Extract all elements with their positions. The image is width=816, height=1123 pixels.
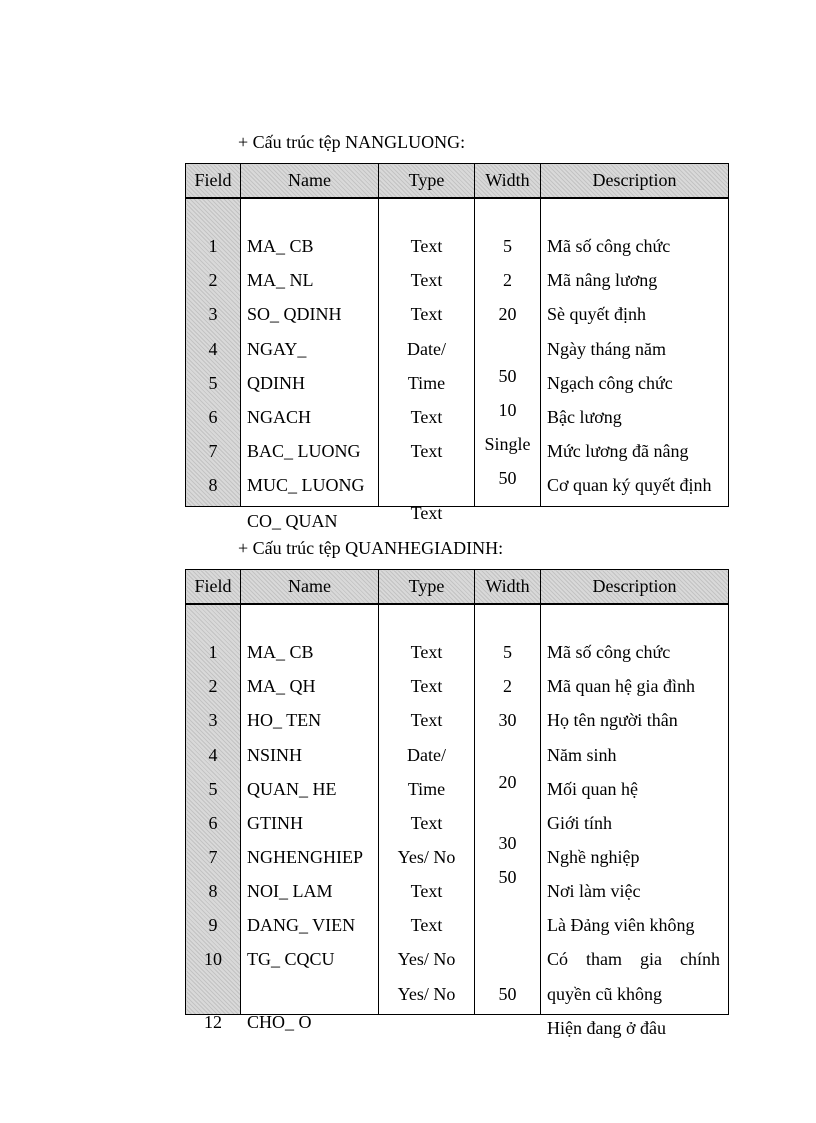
field-description: Mã số công chức (547, 642, 671, 662)
field-name: CHO_ O (247, 1012, 312, 1032)
field-description: Nơi làm việc (547, 881, 641, 901)
header-width: Width (475, 570, 541, 605)
field-description: Mối quan hệ (547, 779, 638, 799)
type-column (379, 604, 475, 1015)
field-number: 3 (208, 710, 218, 730)
field-number: 1 (208, 236, 218, 256)
field-number: 7 (208, 441, 218, 461)
field-description: Mã quan hệ gia đình (547, 676, 695, 696)
field-name: CO_ QUAN (247, 511, 338, 531)
header-field: Field (186, 570, 241, 605)
name-column (241, 604, 379, 1032)
field-type: Date/ (407, 339, 446, 359)
field-description: Ngạch công chức (547, 373, 673, 393)
field-width: 5 (503, 642, 512, 662)
field-type: Text (410, 236, 443, 256)
field-name: MA_ CB (247, 236, 314, 256)
field-type: Text (410, 813, 443, 833)
header-width: Width (475, 164, 541, 199)
field-description: Mã nâng lương (547, 270, 658, 290)
field-type: Text (410, 710, 443, 730)
field-description: Mức lương đã nâng (547, 441, 689, 461)
header-type: Type (379, 164, 475, 199)
field-width: 20 (498, 304, 517, 324)
table-header-row (186, 570, 729, 605)
field-name: NOI_ LAM (247, 881, 333, 901)
header-description: Description (541, 570, 729, 605)
field-description: Giới tính (547, 813, 613, 833)
field-number: 6 (208, 813, 218, 833)
field-number: 5 (208, 779, 218, 799)
field-type: Date/ (407, 745, 446, 765)
description-column (541, 604, 729, 1038)
field-description: Bậc lương (547, 407, 622, 427)
field-number: 3 (208, 304, 218, 324)
field-type: Text (410, 304, 443, 324)
field-type: Text (410, 407, 443, 427)
header-name: Name (241, 570, 379, 605)
field-width: 2 (503, 676, 512, 696)
field-number: 5 (208, 373, 218, 393)
field-name: DANG_ VIEN (247, 915, 356, 935)
field-number: 1 (208, 642, 218, 662)
field-description: Là Đảng viên không (547, 915, 695, 935)
field-type: Text (410, 881, 443, 901)
field-type: Yes/ No (397, 984, 456, 1004)
field-description: quyền cũ không (547, 984, 662, 1004)
field-width: 30 (498, 710, 517, 730)
quanhegiadinh-table (185, 569, 729, 1038)
field-name: QDINH (247, 373, 305, 393)
field-description: Năm sinh (547, 745, 617, 765)
field-number: 8 (208, 475, 218, 495)
field-number: 9 (208, 915, 218, 935)
header-name: Name (241, 164, 379, 199)
header-field: Field (186, 164, 241, 199)
field-name: GTINH (247, 813, 303, 833)
header-type: Type (379, 570, 475, 605)
width-column (475, 198, 541, 507)
field-number: 2 (208, 270, 218, 290)
field-name: NSINH (247, 745, 303, 765)
field-type: Text (410, 676, 443, 696)
field-number: 8 (208, 881, 218, 901)
field-type: Time (407, 779, 446, 799)
field-description: Mã số công chức (547, 236, 671, 256)
field-name: MA_ CB (247, 642, 314, 662)
field-type: Text (410, 642, 443, 662)
field-description: Sè quyết định (547, 304, 646, 324)
field-column (186, 604, 241, 1032)
field-number: 4 (208, 339, 218, 359)
description-column (541, 198, 729, 507)
field-description: Cơ quan ký quyết định (547, 475, 712, 495)
field-number: 12 (204, 1012, 222, 1032)
field-number: 10 (204, 949, 222, 969)
field-description: Nghề nghiệp (547, 847, 640, 867)
header-description: Description (541, 164, 729, 199)
field-type: Text (410, 915, 443, 935)
field-name: NGACH (247, 407, 312, 427)
table-body-row (186, 198, 729, 507)
field-name: SO_ QDINH (247, 304, 342, 324)
field-width: 20 (498, 772, 517, 792)
field-number: 7 (208, 847, 218, 867)
width-column (475, 604, 541, 1015)
nangluong-section-title: + Cấu trúc tệp NANGLUONG: (238, 132, 466, 152)
table-body-row (186, 604, 729, 1015)
field-type: Text (410, 441, 443, 461)
field-column (186, 198, 241, 507)
field-width: Single (484, 434, 531, 454)
field-description: Có tham gia chính (547, 949, 720, 969)
field-name: MUC_ LUONG (247, 475, 365, 495)
field-name: QUAN_ HE (247, 779, 337, 799)
type-column (379, 198, 475, 523)
field-width: 50 (498, 867, 517, 887)
field-name: NGAY_ (247, 339, 307, 359)
field-number: 4 (208, 745, 218, 765)
field-number: 6 (208, 407, 218, 427)
field-number: 2 (208, 676, 218, 696)
field-type: Time (407, 373, 446, 393)
field-description: Họ tên người thân (547, 710, 678, 730)
field-type: Yes/ No (397, 847, 456, 867)
nangluong-table (185, 163, 729, 531)
field-width: 50 (498, 468, 517, 488)
table-header-row (186, 164, 729, 199)
field-width: 50 (498, 366, 517, 386)
field-description: Hiện đang ở đâu (547, 1018, 666, 1038)
field-name: MA_ NL (247, 270, 314, 290)
field-width: 5 (503, 236, 512, 256)
field-type: Text (410, 270, 443, 290)
field-width: 30 (498, 833, 517, 853)
name-column (241, 198, 379, 531)
field-width: 2 (503, 270, 512, 290)
field-name: NGHENGHIEP (247, 847, 363, 867)
field-width: 50 (498, 984, 517, 1004)
field-name: TG_ CQCU (247, 949, 335, 969)
field-name: BAC_ LUONG (247, 441, 361, 461)
field-name: HO_ TEN (247, 710, 322, 730)
quanhegiadinh-section-title: + Cấu trúc tệp QUANHEGIADINH: (238, 538, 504, 558)
field-description: Ngày tháng năm (547, 339, 666, 359)
field-width: 10 (498, 400, 517, 420)
field-name: MA_ QH (247, 676, 316, 696)
field-type: Text (410, 503, 443, 523)
field-type: Yes/ No (397, 949, 456, 969)
